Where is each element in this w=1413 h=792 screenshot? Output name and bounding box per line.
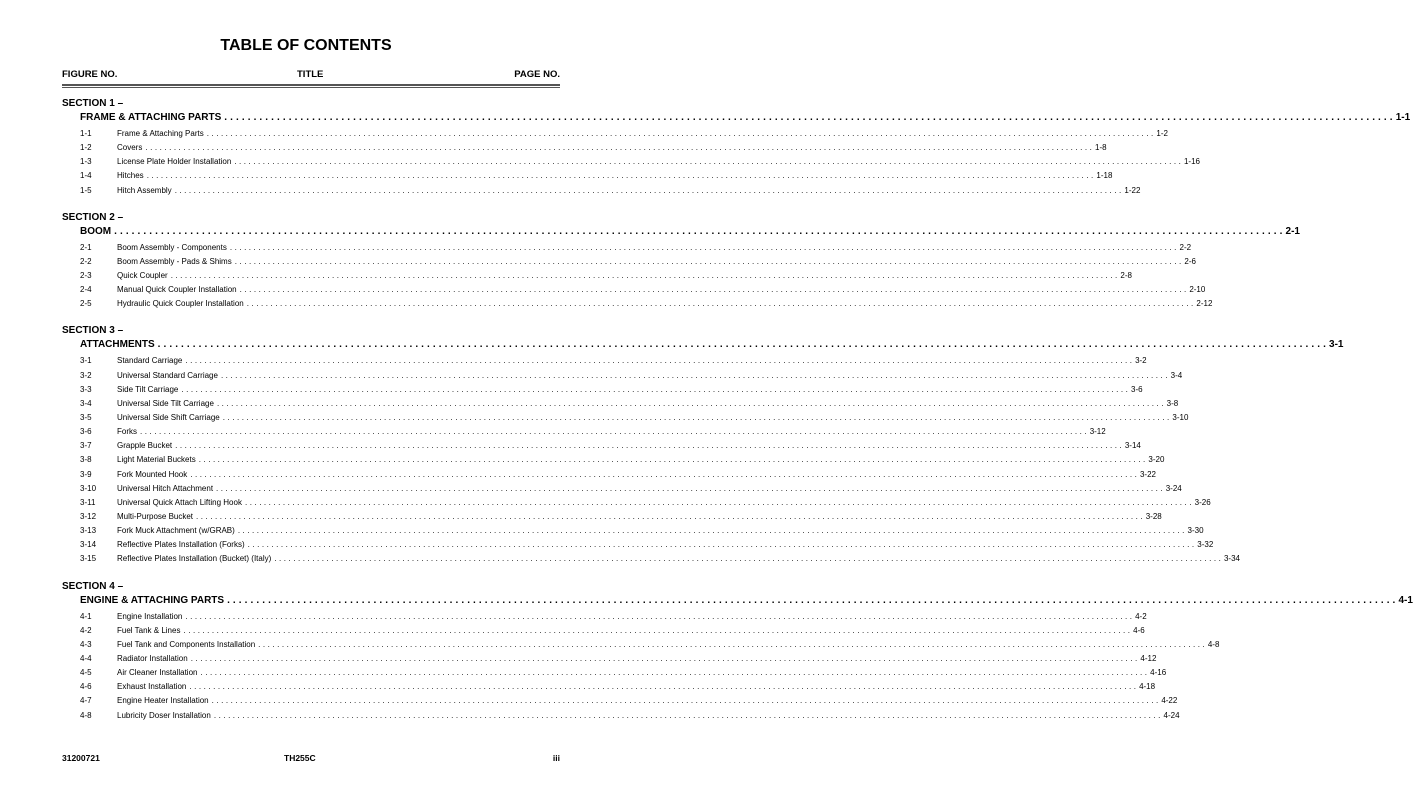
dot-leader: . . . . . . . . . . . . . . . . . . . . . . . . . . . . . . . . . . . . . . . . . . . . . . . . . . . . . . . . . . . . . . . . . . . . . . . . . . . . . . . . . . . . . . . . . . . . . . . . . . . . . . . . . . . . . . . . . . . . . . . . . . . . . . . . . . . . . . . . . . . . . . . . . . . . . . . . . . . . . . . . . . . . . . . . . . . . . . . . . . . . . . . . . . . . . . . . . . . . . . . . [200,668,1148,678]
page-number: iii [552,753,560,763]
figure-number: 3-7 [80,441,92,451]
figure-number: 4-6 [80,682,92,692]
entry-title: Frame & Attaching Parts [117,129,204,138]
toc-entry[interactable] [80,141,1107,155]
entry-page: 3-28 [1145,511,1162,521]
dot-leader: . . . . . . . . . . . . . . . . . . . . . . . . . . . . . . . . . . . . . . . . . . . . . . . . . . . . . . . . . . . . . . . . . . . . . . . . . . . . . . . . . . . . . . . . . . . . . . . . . . . . . . . . . . . . . . . . . . . . . . . . . . . . . . . . . . . . . . . . . . . . . . . . . . . . . . . . . . . . . . . . . . . . . . . . . . . . . . . . . . . . . . . . . . . . . . . . . . . . . . . . [239,285,1187,295]
figure-number: 3-11 [80,497,96,507]
dot-leader: . . . . . . . . . . . . . . . . . . . . . . . . . . . . . . . . . . . . . . . . . . . . . . . . . . . . . . . . . . . . . . . . . . . . . . . . . . . . . . . . . . . . . . . . . . . . . . . . . . . . . . . . . . . . . . . . . . . . . . . . . . . . . . . . . . . . . . . . . . . . . . . . . . . . . . . . . . . . . . . . . . . . . . . . . . . . . . . . . . . . . . . . . . . . . . . . . . . . . . . . [216,398,1164,408]
figure-number: 4-2 [80,625,92,635]
figure-number: 1-4 [80,171,92,181]
toc-entry[interactable] [80,397,1179,411]
entry-page: 3-14 [1124,441,1141,451]
entry-page: 3-8 [1166,398,1179,408]
figure-number: 1-5 [80,185,92,195]
toc-entry[interactable] [80,552,1240,566]
figure-number: 3-4 [80,398,92,408]
column-page-no: PAGE NO. [514,69,560,80]
dot-leader: . . . . . . . . . . . . . . . . . . . . . . . . . . . . . . . . . . . . . . . . . . . . . . . . . . . . . . . . . . . . . . . . . . . . . . . . . . . . . . . . . . . . . . . . . . . . . . . . . . . . . . . . . . . . . . . . . . . . . . . . . . . . . . . . . . . . . . . . . . . . . . . . . . . . . . . . . . . . . . . . . . . . . . . . . . . . . . . . . . . . . . . . . . . . . . . . . . . . . . . . [175,441,1122,451]
toc-entry[interactable] [80,510,1162,524]
entry-title: Universal Side Tilt Carriage [117,398,214,408]
entry-title: Reflective Plates Installation (Forks) [117,540,245,550]
dot-leader: . . . . . . . . . . . . . . . . . . . . . . . . . . . . . . . . . . . . . . . . . . . . . . . . . . . . . . . . . . . . . . . . . . . . . . . . . . . . . . . . . . . . . . . . . . . . . . . . . . . . . . . . . . . . . . . . . . . . . . . . . . . . . . . . . . . . . . . . . . . . . . . . . . . . . . . . . . . . . . . . . . . . . . . . . . . . . . . . . . . . . . . . . . . . . . . . . . . . . . . . [157,339,1327,351]
dot-leader: . . . . . . . . . . . . . . . . . . . . . . . . . . . . . . . . . . . . . . . . . . . . . . . . . . . . . . . . . . . . . . . . . . . . . . . . . . . . . . . . . . . . . . . . . . . . . . . . . . . . . . . . . . . . . . . . . . . . . . . . . . . . . . . . . . . . . . . . . . . . . . . . . . . . . . . . . . . . . . . . . . . . . . . . . . . . . . . . . . . . . . . . . . . . . . . . . . . . . . . . [183,625,1131,635]
dot-leader: . . . . . . . . . . . . . . . . . . . . . . . . . . . . . . . . . . . . . . . . . . . . . . . . . . . . . . . . . . . . . . . . . . . . . . . . . . . . . . . . . . . . . . . . . . . . . . . . . . . . . . . . . . . . . . . . . . . . . . . . . . . . . . . . . . . . . . . . . . . . . . . . . . . . . . . . . . . . . . . . . . . . . . . . . . . . . . . . . . . . . . . . . . . . . . . . . . . . . . . . [196,511,1143,521]
dot-leader: . . . . . . . . . . . . . . . . . . . . . . . . . . . . . . . . . . . . . . . . . . . . . . . . . . . . . . . . . . . . . . . . . . . . . . . . . . . . . . . . . . . . . . . . . . . . . . . . . . . . . . . . . . . . . . . . . . . . . . . . . . . . . . . . . . . . . . . . . . . . . . . . . . . . . . . . . . . . . . . . . . . . . . . . . . . . . . . . . . . . . . . . . . . . . . . . . . . . . . . . [140,427,1087,437]
toc-entry[interactable] [80,694,1178,708]
entry-page: 4-8 [1207,639,1220,649]
dot-leader: . . . . . . . . . . . . . . . . . . . . . . . . . . . . . . . . . . . . . . . . . . . . . . . . . . . . . . . . . . . . . . . . . . . . . . . . . . . . . . . . . . . . . . . . . . . . . . . . . . . . . . . . . . . . . . . . . . . . . . . . . . . . . . . . . . . . . . . . . . . . . . . . . . . . . . . . . . . . . . . . . . . . . . . . . . . . . . . . . . . . . . . . . . . . . . . . . . . . . . . . [234,157,1181,167]
entry-title: Hitch Assembly [117,185,172,195]
dot-leader: . . . . . . . . . . . . . . . . . . . . . . . . . . . . . . . . . . . . . . . . . . . . . . . . . . . . . . . . . . . . . . . . . . . . . . . . . . . . . . . . . . . . . . . . . . . . . . . . . . . . . . . . . . . . . . . . . . . . . . . . . . . . . . . . . . . . . . . . . . . . . . . . . . . . . . . . . . . . . . . . . . . . . . . . . . . . . . . . . . . . . . . . . . . . . . . . . . . . . . . . [185,356,1133,366]
entry-page: 1-16 [1183,157,1200,167]
entry-title: Fuel Tank and Components Installation [117,639,256,649]
dot-leader: . . . . . . . . . . . . . . . . . . . . . . . . . . . . . . . . . . . . . . . . . . . . . . . . . . . . . . . . . . . . . . . . . . . . . . . . . . . . . . . . . . . . . . . . . . . . . . . . . . . . . . . . . . . . . . . . . . . . . . . . . . . . . . . . . . . . . . . . . . . . . . . . . . . . . . . . . . . . . . . . . . . . . . . . . . . . . . . . . . . . . . . . . . . . . . . . . . . . . . . . [114,225,1283,237]
figure-number: 3-15 [80,554,97,564]
figure-number: 4-7 [80,696,92,706]
figure-number: 2-2 [80,256,92,266]
toc-entry[interactable] [80,155,1200,169]
figure-number: 3-12 [80,511,97,521]
dot-leader: . . . . . . . . . . . . . . . . . . . . . . . . . . . . . . . . . . . . . . . . . . . . . . . . . . . . . . . . . . . . . . . . . . . . . . . . . . . . . . . . . . . . . . . . . . . . . . . . . . . . . . . . . . . . . . . . . . . . . . . . . . . . . . . . . . . . . . . . . . . . . . . . . . . . . . . . . . . . . . . . . . . . . . . . . . . . . . . . . . . . . . . . . . . . . . . . . . . . . . . . [211,696,1159,706]
section-page: 1-1 [1395,112,1411,123]
section-page: 2-1 [1285,225,1300,237]
entry-title: Light Material Buckets [117,455,196,465]
figure-number: 1-2 [80,143,92,153]
entry-page: 3-6 [1131,384,1143,394]
toc-entry[interactable] [80,269,1132,283]
figure-number: 4-8 [80,710,92,720]
toc-entry[interactable] [80,453,1165,467]
entry-page: 4-6 [1133,625,1145,635]
toc-entry[interactable] [80,610,1147,624]
entry-page: 2-8 [1120,270,1132,280]
figure-number: 4-1 [80,611,92,621]
entry-title: Radiator Installation [117,653,188,663]
entry-page: 3-26 [1194,497,1211,507]
column-figure-no: FIGURE NO. [62,69,118,80]
entry-title: Hitches [117,171,144,181]
entry-page: 3-20 [1148,455,1165,465]
toc-section [62,211,1300,312]
toc-section [62,324,1344,566]
figure-number: 2-4 [80,285,92,295]
toc-entry[interactable] [80,538,1214,552]
header-rule [62,84,560,88]
entry-title: Hydraulic Quick Coupler Installation [117,299,244,309]
toc-entry[interactable] [80,283,1206,297]
page-title: TABLE OF CONTENTS [220,37,392,54]
dot-leader: . . . . . . . . . . . . . . . . . . . . . . . . . . . . . . . . . . . . . . . . . . . . . . . . . . . . . . . . . . . . . . . . . . . . . . . . . . . . . . . . . . . . . . . . . . . . . . . . . . . . . . . . . . . . . . . . . . . . . . . . . . . . . . . . . . . . . . . . . . . . . . . . . . . . . . . . . . . . . . . . . . . . . . . . . . . . . . . . . . . . . . . . . . . . . . . . . . . . . . . . [174,185,1122,195]
toc-entry[interactable] [80,297,1213,311]
dot-leader: . . . . . . . . . . . . . . . . . . . . . . . . . . . . . . . . . . . . . . . . . . . . . . . . . . . . . . . . . . . . . . . . . . . . . . . . . . . . . . . . . . . . . . . . . . . . . . . . . . . . . . . . . . . . . . . . . . . . . . . . . . . . . . . . . . . . . . . . . . . . . . . . . . . . . . . . . . . . . . . . . . . . . . . . . . . . . . . . . . . . . . . . . . . . . . . . . . . . . . . . [244,497,1192,507]
figure-number: 3-14 [80,540,97,550]
section-heading[interactable] [80,225,1300,240]
figure-number: 3-5 [80,412,92,422]
entry-title: Universal Side Shift Carriage [117,412,220,422]
entry-page: 2-10 [1189,285,1206,295]
entry-title: Universal Hitch Attachment [117,483,214,493]
section-title: ATTACHMENTS [80,339,155,351]
dot-leader: . . . . . . . . . . . . . . . . . . . . . . . . . . . . . . . . . . . . . . . . . . . . . . . . . . . . . . . . . . . . . . . . . . . . . . . . . . . . . . . . . . . . . . . . . . . . . . . . . . . . . . . . . . . . . . . . . . . . . . . . . . . . . . . . . . . . . . . . . . . . . . . . . . . . . . . . . . . . . . . . . . . . . . . . . . . . . . . . . . . . . . . . . . . . . . . . . . . . . . . . [145,143,1093,153]
toc-entry[interactable] [80,680,1156,694]
dot-leader: . . . . . . . . . . . . . . . . . . . . . . . . . . . . . . . . . . . . . . . . . . . . . . . . . . . . . . . . . . . . . . . . . . . . . . . . . . . . . . . . . . . . . . . . . . . . . . . . . . . . . . . . . . . . . . . . . . . . . . . . . . . . . . . . . . . . . . . . . . . . . . . . . . . . . . . . . . . . . . . . . . . . . . . . . . . . . . . . . . . . . . . . . . . . . . . . . . . . . . . . [170,270,1118,280]
dot-leader: . . . . . . . . . . . . . . . . . . . . . . . . . . . . . . . . . . . . . . . . . . . . . . . . . . . . . . . . . . . . . . . . . . . . . . . . . . . . . . . . . . . . . . . . . . . . . . . . . . . . . . . . . . . . . . . . . . . . . . . . . . . . . . . . . . . . . . . . . . . . . . . . . . . . . . . . . . . . . . . . . . . . . . . . . . . . . . . . . . . . . . . . . . . . . . . . . . . . . . . . [190,653,1138,663]
section-heading[interactable] [80,594,1413,609]
figure-number: 3-1 [80,356,92,366]
dot-leader: . . . . . . . . . . . . . . . . . . . . . . . . . . . . . . . . . . . . . . . . . . . . . . . . . . . . . . . . . . . . . . . . . . . . . . . . . . . . . . . . . . . . . . . . . . . . . . . . . . . . . . . . . . . . . . . . . . . . . . . . . . . . . . . . . . . . . . . . . . . . . . . . . . . . . . . . . . . . . . . . . . . . . . . . . . . . . . . . . . . . . . . . . . . . . . . . . . . . . . . . [246,299,1194,309]
toc-entry[interactable] [80,241,1192,255]
toc-entry[interactable] [80,482,1182,496]
toc-entry[interactable] [80,496,1211,510]
entry-page: 1-2 [1156,129,1168,138]
figure-number: 2-3 [80,270,92,280]
entry-title: Engine Heater Installation [117,696,209,706]
entry-page: 4-12 [1140,653,1157,663]
dot-leader: . . . . . . . . . . . . . . . . . . . . . . . . . . . . . . . . . . . . . . . . . . . . . . . . . . . . . . . . . . . . . . . . . . . . . . . . . . . . . . . . . . . . . . . . . . . . . . . . . . . . . . . . . . . . . . . . . . . . . . . . . . . . . . . . . . . . . . . . . . . . . . . . . . . . . . . . . . . . . . . . . . . . . . . . . . . . . . . . . . . . . . . . . . . . . . . . . . . . . . . . [189,682,1137,692]
doc-number: 31200721 [62,753,100,763]
figure-number: 3-2 [80,370,92,380]
entry-title: Standard Carriage [117,356,183,366]
entry-page: 3-12 [1089,427,1106,437]
toc-entry[interactable] [80,184,1141,198]
toc-entry[interactable] [80,666,1167,680]
toc-entry[interactable] [80,127,1168,141]
toc-entry[interactable] [80,354,1147,368]
section-page: 4-1 [1398,594,1413,606]
toc-entry[interactable] [80,652,1157,666]
entry-title: Boom Assembly - Pads & Shims [117,256,232,266]
section-page: 3-1 [1329,339,1344,351]
dot-leader: . . . . . . . . . . . . . . . . . . . . . . . . . . . . . . . . . . . . . . . . . . . . . . . . . . . . . . . . . . . . . . . . . . . . . . . . . . . . . . . . . . . . . . . . . . . . . . . . . . . . . . . . . . . . . . . . . . . . . . . . . . . . . . . . . . . . . . . . . . . . . . . . . . . . . . . . . . . . . . . . . . . . . . . . . . . . . . . . . . . . . . . . . . . . . . . . . . . . . . . . [220,370,1168,380]
toc-list [62,97,1413,736]
entry-title: Fork Muck Attachment (w/GRAB) [117,526,235,536]
section-heading[interactable] [80,111,1411,126]
figure-number: 3-13 [80,526,97,536]
figure-number: 3-10 [80,483,97,493]
section-label: SECTION 4 – [62,580,124,592]
toc-entry[interactable] [80,638,1220,652]
toc-entry[interactable] [80,255,1196,269]
toc-section [62,580,1413,723]
entry-page: 4-24 [1163,710,1180,720]
section-label: SECTION 3 – [62,325,124,337]
entry-page: 3-4 [1170,370,1183,380]
dot-leader: . . . . . . . . . . . . . . . . . . . . . . . . . . . . . . . . . . . . . . . . . . . . . . . . . . . . . . . . . . . . . . . . . . . . . . . . . . . . . . . . . . . . . . . . . . . . . . . . . . . . . . . . . . . . . . . . . . . . . . . . . . . . . . . . . . . . . . . . . . . . . . . . . . . . . . . . . . . . . . . . . . . . . . . . . . . . . . . . . . . . . . . . . . . . . . . . . . . . . . . . [181,384,1129,394]
dot-leader: . . . . . . . . . . . . . . . . . . . . . . . . . . . . . . . . . . . . . . . . . . . . . . . . . . . . . . . . . . . . . . . . . . . . . . . . . . . . . . . . . . . . . . . . . . . . . . . . . . . . . . . . . . . . . . . . . . . . . . . . . . . . . . . . . . . . . . . . . . . . . . . . . . . . . . . . . . . . . . . . . . . . . . . . . . . . . . . . . . . . . . . . . . . . . . . . . . . . . . . . [229,242,1177,252]
section-title: BOOM [80,225,112,237]
entry-title: Engine Installation [117,611,183,621]
section-title: ENGINE & ATTACHING PARTS [80,594,225,606]
entry-page: 4-22 [1161,696,1178,706]
entry-page: 2-12 [1196,299,1213,309]
entry-title: Universal Standard Carriage [117,370,218,380]
entry-page: 4-2 [1135,611,1147,621]
entry-title: Covers [117,143,143,153]
figure-number: 3-3 [80,384,92,394]
entry-title: Reflective Plates Installation (Bucket) (Italy) [117,554,272,564]
entry-page: 3-2 [1135,356,1147,366]
toc-entry[interactable] [80,709,1180,723]
dot-leader: . . . . . . . . . . . . . . . . . . . . . . . . . . . . . . . . . . . . . . . . . . . . . . . . . . . . . . . . . . . . . . . . . . . . . . . . . . . . . . . . . . . . . . . . . . . . . . . . . . . . . . . . . . . . . . . . . . . . . . . . . . . . . . . . . . . . . . . . . . . . . . . . . . . . . . . . . . . . . . . . . . . . . . . . . . . . . . . . . . . . . . . . . . . . . . . . . . . . . . . . [274,554,1221,564]
dot-leader: . . . . . . . . . . . . . . . . . . . . . . . . . . . . . . . . . . . . . . . . . . . . . . . . . . . . . . . . . . . . . . . . . . . . . . . . . . . . . . . . . . . . . . . . . . . . . . . . . . . . . . . . . . . . . . . . . . . . . . . . . . . . . . . . . . . . . . . . . . . . . . . . . . . . . . . . . . . . . . . . . . . . . . . . . . . . . . . . . . . . . . . . . . . . . . . . . . . . . . . . [227,594,1396,606]
column-headers [62,69,560,81]
entry-title: License Plate Holder Installation [117,157,232,167]
model-name: TH255C [284,753,316,763]
toc-entry[interactable] [80,624,1145,638]
entry-title: Multi-Purpose Bucket [117,511,194,521]
toc-entry[interactable] [80,411,1189,425]
dot-leader: . . . . . . . . . . . . . . . . . . . . . . . . . . . . . . . . . . . . . . . . . . . . . . . . . . . . . . . . . . . . . . . . . . . . . . . . . . . . . . . . . . . . . . . . . . . . . . . . . . . . . . . . . . . . . . . . . . . . . . . . . . . . . . . . . . . . . . . . . . . . . . . . . . . . . . . . . . . . . . . . . . . . . . . . . . . . . . . . . . . . . . . . . . . . . . . . . . . . . . . . [222,412,1170,422]
figure-number: 4-3 [80,639,92,649]
entry-page: 3-34 [1223,554,1240,564]
entry-title: Lubricity Doser Installation [117,710,211,720]
figure-number: 2-5 [80,299,92,309]
entry-title: Manual Quick Coupler Installation [117,285,237,295]
figure-number: 1-3 [80,157,92,167]
dot-leader: . . . . . . . . . . . . . . . . . . . . . . . . . . . . . . . . . . . . . . . . . . . . . . . . . . . . . . . . . . . . . . . . . . . . . . . . . . . . . . . . . . . . . . . . . . . . . . . . . . . . . . . . . . . . . . . . . . . . . . . . . . . . . . . . . . . . . . . . . . . . . . . . . . . . . . . . . . . . . . . . . . . . . . . . . . . . . . . . . . . . . . . . . . . . . . . . . . . . . . . . [258,639,1205,649]
toc-entry[interactable] [80,524,1204,538]
dot-leader: . . . . . . . . . . . . . . . . . . . . . . . . . . . . . . . . . . . . . . . . . . . . . . . . . . . . . . . . . . . . . . . . . . . . . . . . . . . . . . . . . . . . . . . . . . . . . . . . . . . . . . . . . . . . . . . . . . . . . . . . . . . . . . . . . . . . . . . . . . . . . . . . . . . . . . . . . . . . . . . . . . . . . . . . . . . . . . . . . . . . . . . . . . . . . . . . . . . . . . . . [213,710,1161,720]
entry-page: 2-6 [1184,256,1196,266]
entry-title: Universal Quick Attach Lifting Hook [117,497,242,507]
entry-title: Fork Mounted Hook [117,469,188,479]
entry-page: 1-18 [1096,171,1113,181]
dot-leader: . . . . . . . . . . . . . . . . . . . . . . . . . . . . . . . . . . . . . . . . . . . . . . . . . . . . . . . . . . . . . . . . . . . . . . . . . . . . . . . . . . . . . . . . . . . . . . . . . . . . . . . . . . . . . . . . . . . . . . . . . . . . . . . . . . . . . . . . . . . . . . . . . . . . . . . . . . . . . . . . . . . . . . . . . . . . . . . . . . . . . . . . . . . . . . . . . . . . . . . . [198,455,1146,465]
entry-page: 3-30 [1187,526,1204,536]
entry-title: Exhaust Installation [117,682,187,692]
figure-number: 3-9 [80,469,92,479]
toc-section [62,97,1411,198]
entry-page: 3-22 [1139,469,1156,479]
section-title: FRAME & ATTACHING PARTS [80,112,222,123]
toc-entry[interactable] [80,369,1183,383]
toc-entry[interactable] [80,425,1106,439]
entry-page: 1-8 [1095,143,1107,153]
toc-entry[interactable] [80,169,1113,183]
dot-leader: . . . . . . . . . . . . . . . . . . . . . . . . . . . . . . . . . . . . . . . . . . . . . . . . . . . . . . . . . . . . . . . . . . . . . . . . . . . . . . . . . . . . . . . . . . . . . . . . . . . . . . . . . . . . . . . . . . . . . . . . . . . . . . . . . . . . . . . . . . . . . . . . . . . . . . . . . . . . . . . . . . . . . . . . . . . . . . . . . . . . . . . . . . . . . . . . . . . . . . . . [237,526,1185,536]
entry-title: Grapple Bucket [117,441,173,451]
entry-page: 4-18 [1139,682,1156,692]
figure-number: 3-6 [80,427,92,437]
dot-leader: . . . . . . . . . . . . . . . . . . . . . . . . . . . . . . . . . . . . . . . . . . . . . . . . . . . . . . . . . . . . . . . . . . . . . . . . . . . . . . . . . . . . . . . . . . . . . . . . . . . . . . . . . . . . . . . . . . . . . . . . . . . . . . . . . . . . . . . . . . . . . . . . . . . . . . . . . . . . . . . . . . . . . . . . . . . . . . . . . . . . . . . . . . . . . . . . . . . . . . . . [190,469,1137,479]
entry-title: Boom Assembly - Components [117,242,227,252]
section-label: SECTION 1 – [62,98,124,109]
dot-leader: . . . . . . . . . . . . . . . . . . . . . . . . . . . . . . . . . . . . . . . . . . . . . . . . . . . . . . . . . . . . . . . . . . . . . . . . . . . . . . . . . . . . . . . . . . . . . . . . . . . . . . . . . . . . . . . . . . . . . . . . . . . . . . . . . . . . . . . . . . . . . . . . . . . . . . . . . . . . . . . . . . . . . . . . . . . . . . . . . . . . . . . . . . . . . . . . . . . . . . . . [185,611,1133,621]
figure-number: 3-8 [80,455,92,465]
entry-page: 2-2 [1179,242,1192,252]
dot-leader: . . . . . . . . . . . . . . . . . . . . . . . . . . . . . . . . . . . . . . . . . . . . . . . . . . . . . . . . . . . . . . . . . . . . . . . . . . . . . . . . . . . . . . . . . . . . . . . . . . . . . . . . . . . . . . . . . . . . . . . . . . . . . . . . . . . . . . . . . . . . . . . . . . . . . . . . . . . . . . . . . . . . . . . . . . . . . . . . . . . . . . . . . . . . . . . . . . . . . . . . [224,112,1393,123]
section-label: SECTION 2 – [62,211,124,223]
column-title: TITLE [297,69,324,80]
section-heading[interactable] [80,338,1344,353]
entry-title: Air Cleaner Installation [117,668,198,678]
entry-title: Quick Coupler [117,270,168,280]
dot-leader: . . . . . . . . . . . . . . . . . . . . . . . . . . . . . . . . . . . . . . . . . . . . . . . . . . . . . . . . . . . . . . . . . . . . . . . . . . . . . . . . . . . . . . . . . . . . . . . . . . . . . . . . . . . . . . . . . . . . . . . . . . . . . . . . . . . . . . . . . . . . . . . . . . . . . . . . . . . . . . . . . . . . . . . . . . . . . . . . . . . . . . . . . . . . . . . . . . . . . . . . [146,171,1094,181]
entry-title: Side Tilt Carriage [117,384,179,394]
figure-number: 4-5 [80,668,92,678]
entry-page: 3-24 [1165,483,1182,493]
toc-entry[interactable] [80,468,1156,482]
dot-leader: . . . . . . . . . . . . . . . . . . . . . . . . . . . . . . . . . . . . . . . . . . . . . . . . . . . . . . . . . . . . . . . . . . . . . . . . . . . . . . . . . . . . . . . . . . . . . . . . . . . . . . . . . . . . . . . . . . . . . . . . . . . . . . . . . . . . . . . . . . . . . . . . . . . . . . . . . . . . . . . . . . . . . . . . . . . . . . . . . . . . . . . . . . . . . . . . . . . . . . . . [234,256,1182,266]
entry-title: Forks [117,427,137,437]
entry-title: Fuel Tank & Lines [117,625,181,635]
entry-page: 3-32 [1197,540,1214,550]
entry-page: 3-10 [1172,412,1189,422]
dot-leader: . . . . . . . . . . . . . . . . . . . . . . . . . . . . . . . . . . . . . . . . . . . . . . . . . . . . . . . . . . . . . . . . . . . . . . . . . . . . . . . . . . . . . . . . . . . . . . . . . . . . . . . . . . . . . . . . . . . . . . . . . . . . . . . . . . . . . . . . . . . . . . . . . . . . . . . . . . . . . . . . . . . . . . . . . . . . . . . . . . . . . . . . . . . . . . . . . . . . . . . . [247,540,1195,550]
figure-number: 1-1 [80,129,92,138]
entry-page: 1-22 [1124,185,1141,195]
toc-entry[interactable] [80,383,1143,397]
entry-page: 4-16 [1150,668,1167,678]
toc-entry[interactable] [80,439,1141,453]
figure-number: 2-1 [80,242,92,252]
dot-leader: . . . . . . . . . . . . . . . . . . . . . . . . . . . . . . . . . . . . . . . . . . . . . . . . . . . . . . . . . . . . . . . . . . . . . . . . . . . . . . . . . . . . . . . . . . . . . . . . . . . . . . . . . . . . . . . . . . . . . . . . . . . . . . . . . . . . . . . . . . . . . . . . . . . . . . . . . . . . . . . . . . . . . . . . . . . . . . . . . . . . . . . . . . . . . . . . . . . . . . . . [216,483,1163,493]
figure-number: 4-4 [80,653,92,663]
dot-leader: . . . . . . . . . . . . . . . . . . . . . . . . . . . . . . . . . . . . . . . . . . . . . . . . . . . . . . . . . . . . . . . . . . . . . . . . . . . . . . . . . . . . . . . . . . . . . . . . . . . . . . . . . . . . . . . . . . . . . . . . . . . . . . . . . . . . . . . . . . . . . . . . . . . . . . . . . . . . . . . . . . . . . . . . . . . . . . . . . . . . . . . . . . . . . . . . . . . . . . . . [206,129,1154,138]
